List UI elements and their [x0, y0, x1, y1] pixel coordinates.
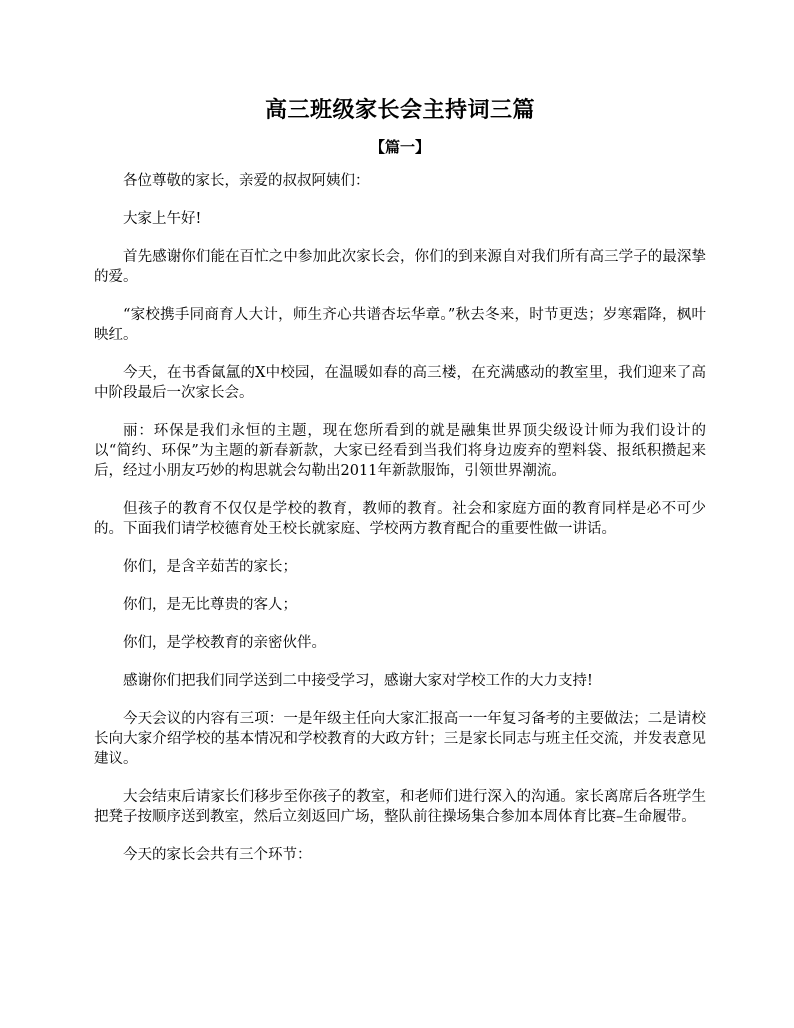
paragraph-agenda: 今天会议的内容有三项：一是年级主任向大家汇报高一一年复习备考的主要做法；二是请校长向大家介绍学校的基本情况和学校教育的大政方针；三是家长同志与班主任交流，并发表意见建议。 [94, 711, 706, 767]
paragraph-partners: 你们，是学校教育的亲密伙伴。 [123, 635, 326, 651]
paragraph-education: 但孩子的教育不仅仅是学校的教育，教师的教育。社会和家庭方面的教育同样是必不可少的。下面我们请学校德育处王校长就家庭、学校两方教育配合的重要性做一讲话。 [94, 501, 706, 537]
paragraph-after-meeting: 大会结束后请家长们移步至你孩子的教室，和老师们进行深入的沟通。家长离席后各班学生把凳子按顺序送到教室，然后立刻返回广场，整队前往操场集合参加本周体育比赛–生命履带。 [94, 789, 706, 825]
document-title: 高三班级家长会主持词三篇 [264, 97, 535, 123]
paragraph-guests: 你们，是无比尊贵的客人； [123, 597, 297, 613]
paragraph-parents: 你们，是含辛茹苦的家长； [123, 559, 297, 575]
paragraph-good-morning: 大家上午好! [123, 211, 202, 227]
paragraph-thanks: 首先感谢你们能在百忙之中参加此次家长会，你们的到来源自对我们所有高三学子的最深挚的爱。 [94, 249, 706, 285]
paragraph-environment: 丽：环保是我们永恒的主题，现在您所看到的就是融集世界顶尖级设计师为我们设计的以“简约、环保”为主题的新春新款，大家已经看到当我们将身边废弃的塑料袋、报纸积攒起来后，经过小朋友巧妙的构思就会勾勒出2011年新款服饰，引领世界潮流。 [94, 423, 706, 479]
paragraph-gratitude: 感谢你们把我们同学送到二中接受学习，感谢大家对学校工作的大力支持! [123, 673, 593, 689]
paragraph-quote: “家校携手同商育人大计，师生齐心共谱杏坛华章。”秋去冬来，时节更迭；岁寒霜降，枫叶映红。 [94, 307, 706, 343]
paragraph-today: 今天，在书香氤氲的X中校园，在温暖如春的高三楼，在充满感动的教室里，我们迎来了高中阶段最后一次家长会。 [94, 365, 706, 401]
paragraph-three-sessions: 今天的家长会共有三个环节： [123, 847, 312, 863]
document-body [94, 171, 706, 865]
section-heading: 【篇一】 [369, 138, 430, 156]
paragraph-greeting: 各位尊敬的家长，亲爱的叔叔阿姨们： [123, 173, 370, 189]
